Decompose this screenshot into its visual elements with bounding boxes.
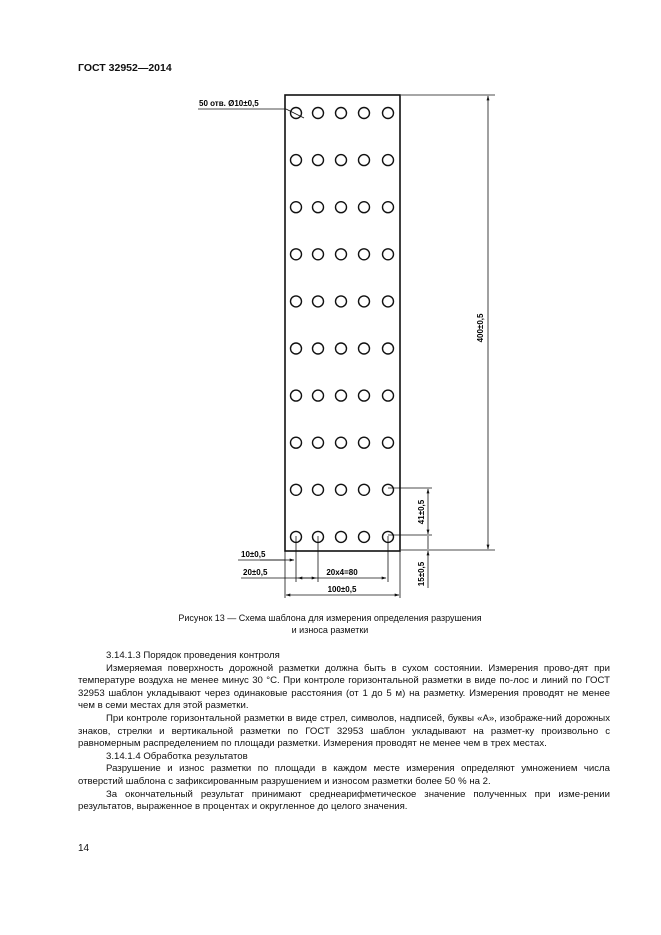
hole-circle — [336, 484, 347, 495]
hole-circle — [359, 202, 370, 213]
first-col-label: 20±0,5 — [243, 568, 268, 577]
hole-circle — [383, 437, 394, 448]
hole-circle — [313, 155, 324, 166]
edge-left-label: 10±0,5 — [241, 550, 266, 559]
hole-circle — [383, 296, 394, 307]
hole-circle — [313, 249, 324, 260]
template-plate — [285, 95, 400, 551]
hole-circle — [359, 390, 370, 401]
page-number: 14 — [78, 843, 90, 854]
hole-circle — [383, 108, 394, 119]
section-heading-3-14-1-4: 3.14.1.4 Обработка результатов — [106, 750, 248, 762]
figure-caption-line1: Рисунок 13 — Схема шаблона для измерения определения разрушения — [178, 613, 482, 623]
hole-circle — [313, 343, 324, 354]
hole-circle — [313, 390, 324, 401]
width-label: 100±0,5 — [327, 585, 357, 594]
document-code: ГОСТ 32952—2014 — [78, 62, 172, 74]
hole-circle — [359, 296, 370, 307]
hole-circle — [291, 108, 302, 119]
hole-circle — [291, 202, 302, 213]
hole-circle — [291, 155, 302, 166]
edge-bottom-label: 15±0,5 — [417, 561, 426, 587]
hole-circle — [336, 202, 347, 213]
hole-circle — [359, 108, 370, 119]
hole-circle — [291, 343, 302, 354]
hole-circle — [383, 155, 394, 166]
hole-circle — [359, 155, 370, 166]
hole-circle — [313, 296, 324, 307]
hole-circle — [313, 484, 324, 495]
height-label: 400±0,5 — [476, 313, 485, 343]
figure-caption — [100, 612, 560, 636]
hole-circle — [291, 484, 302, 495]
hole-circle — [291, 296, 302, 307]
hole-circle — [359, 343, 370, 354]
hole-circle — [383, 484, 394, 495]
col-pitch-label: 20x4=80 — [326, 568, 358, 577]
section-heading-3-14-1-3: 3.14.1.3 Порядок проведения контроля — [106, 650, 280, 661]
hole-circle — [291, 390, 302, 401]
hole-circle — [336, 437, 347, 448]
hole-circle — [383, 249, 394, 260]
paragraph: При контроле горизонтальной разметки в виде стрел, символов, надписей, буквы «А», изображе-ний дорожных знаков, стрелки и вертикальной разметки по ГОСТ 32953 шаблон укладывают на размет-ку произвольно с равномерным распределением по площади разметки. Измерения проводят не менее чем в трех местах. — [78, 712, 610, 750]
paragraph: Измеряемая поверхность дорожной разметки должна быть в сухом состоянии. Измерения прово-дят при температуре воздуха не менее минус 30 °С. При контроле горизонтальной разметки в виде по-лос и линий по ГОСТ 32953 шаблон укладывают через одинаковые расстояния (от 1 до 5 м) на разметку. Измерения проводят не менее чем в семи местах для этой разметки. — [78, 662, 610, 712]
hole-circle — [336, 343, 347, 354]
figure-caption-line2: и износа разметки — [291, 625, 369, 635]
hole-circle — [291, 249, 302, 260]
hole-circle — [359, 484, 370, 495]
hole-circle — [313, 437, 324, 448]
hole-circle — [336, 531, 347, 542]
hole-circle — [383, 343, 394, 354]
hole-circle — [336, 249, 347, 260]
hole-circle — [336, 296, 347, 307]
hole-circle — [336, 390, 347, 401]
hole-circle — [359, 531, 370, 542]
holes-label: 50 отв. Ø10±0,5 — [199, 99, 259, 108]
hole-circle — [383, 390, 394, 401]
paragraph: Разрушение и износ разметки по площади в каждом месте измерения определяют умножением числа отверстий шаблона с зафиксированным разрушением и износом разметки более 50 % на 2. — [78, 763, 610, 787]
hole-circle — [359, 437, 370, 448]
hole-circle — [336, 155, 347, 166]
hole-circle — [336, 108, 347, 119]
main-text — [78, 650, 610, 814]
hole-circle — [313, 202, 324, 213]
holes-grid — [291, 108, 394, 543]
hole-circle — [383, 202, 394, 213]
paragraph: За окончательный результат принимают среднеарифметическое значение полученных при изме-рении результатов, выраженное в процентах и округленное до целого значения. — [78, 788, 610, 813]
hole-circle — [313, 108, 324, 119]
hole-circle — [291, 437, 302, 448]
row-pitch-label: 41±0,5 — [417, 499, 426, 525]
hole-circle — [359, 249, 370, 260]
